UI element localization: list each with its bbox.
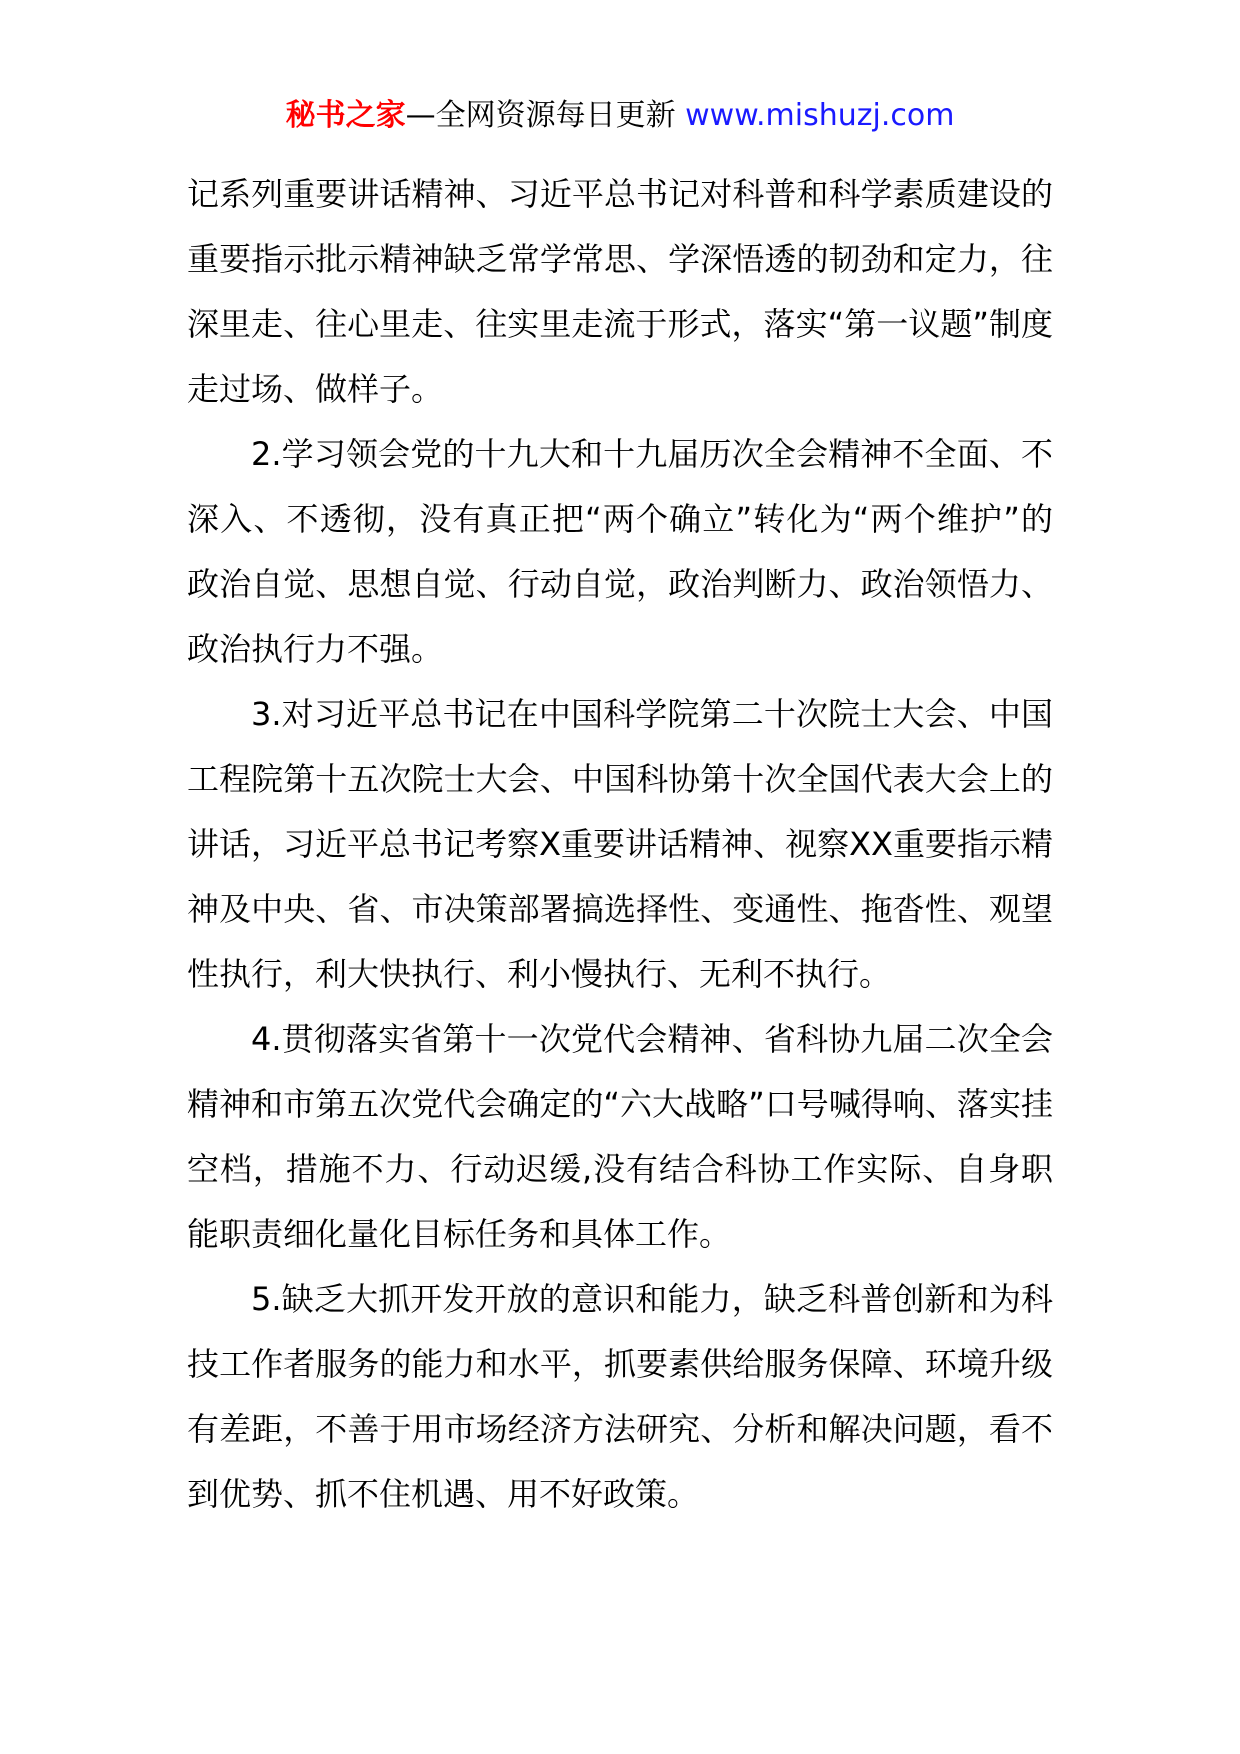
- page-header: [0, 96, 1240, 136]
- header-tagline: —全网资源每日更新: [405, 98, 676, 133]
- site-url-link[interactable]: www.mishuzj.com: [685, 98, 955, 133]
- paragraph-continued: 记系列重要讲话精神、习近平总书记对科普和科学素质建设的重要指示批示精神缺乏常学常思、学深悟透的韧劲和定力，往深里走、往心里走、往实里走流于形式，落实“第一议题”制度走过场、做样子。: [187, 175, 1053, 408]
- paragraph-item-4: 4.贯彻落实省第十一次党代会精神、省科协九届二次全会精神和市第五次党代会确定的“六大战略”口号喊得响、落实挂空档，措施不力、行动迟缓,没有结合科协工作实际、自身职能职责细化量化目标任务和具体工作。: [187, 1020, 1053, 1253]
- paragraph-item-5: 5.缺乏大抓开发开放的意识和能力，缺乏科普创新和为科技工作者服务的能力和水平，抓要素供给服务保障、环境升级有差距，不善于用市场经济方法研究、分析和解决问题，看不到优势、抓不住机遇、用不好政策。: [187, 1280, 1053, 1513]
- brand-name: 秘书之家: [285, 98, 406, 133]
- document-body: [187, 162, 1053, 1527]
- paragraph-item-2: 2.学习领会党的十九大和十九届历次全会精神不全面、不深入、不透彻，没有真正把“两个确立”转化为“两个维护”的政治自觉、思想自觉、行动自觉，政治判断力、政治领悟力、政治执行力不强。: [187, 435, 1053, 668]
- paragraph-item-3: 3.对习近平总书记在中国科学院第二十次院士大会、中国工程院第十五次院士大会、中国科协第十次全国代表大会上的讲话，习近平总书记考察X重要讲话精神、视察XX重要指示精神及中央、省、市决策部署搞选择性、变通性、拖沓性、观望性执行，利大快执行、利小慢执行、无利不执行。: [187, 695, 1053, 993]
